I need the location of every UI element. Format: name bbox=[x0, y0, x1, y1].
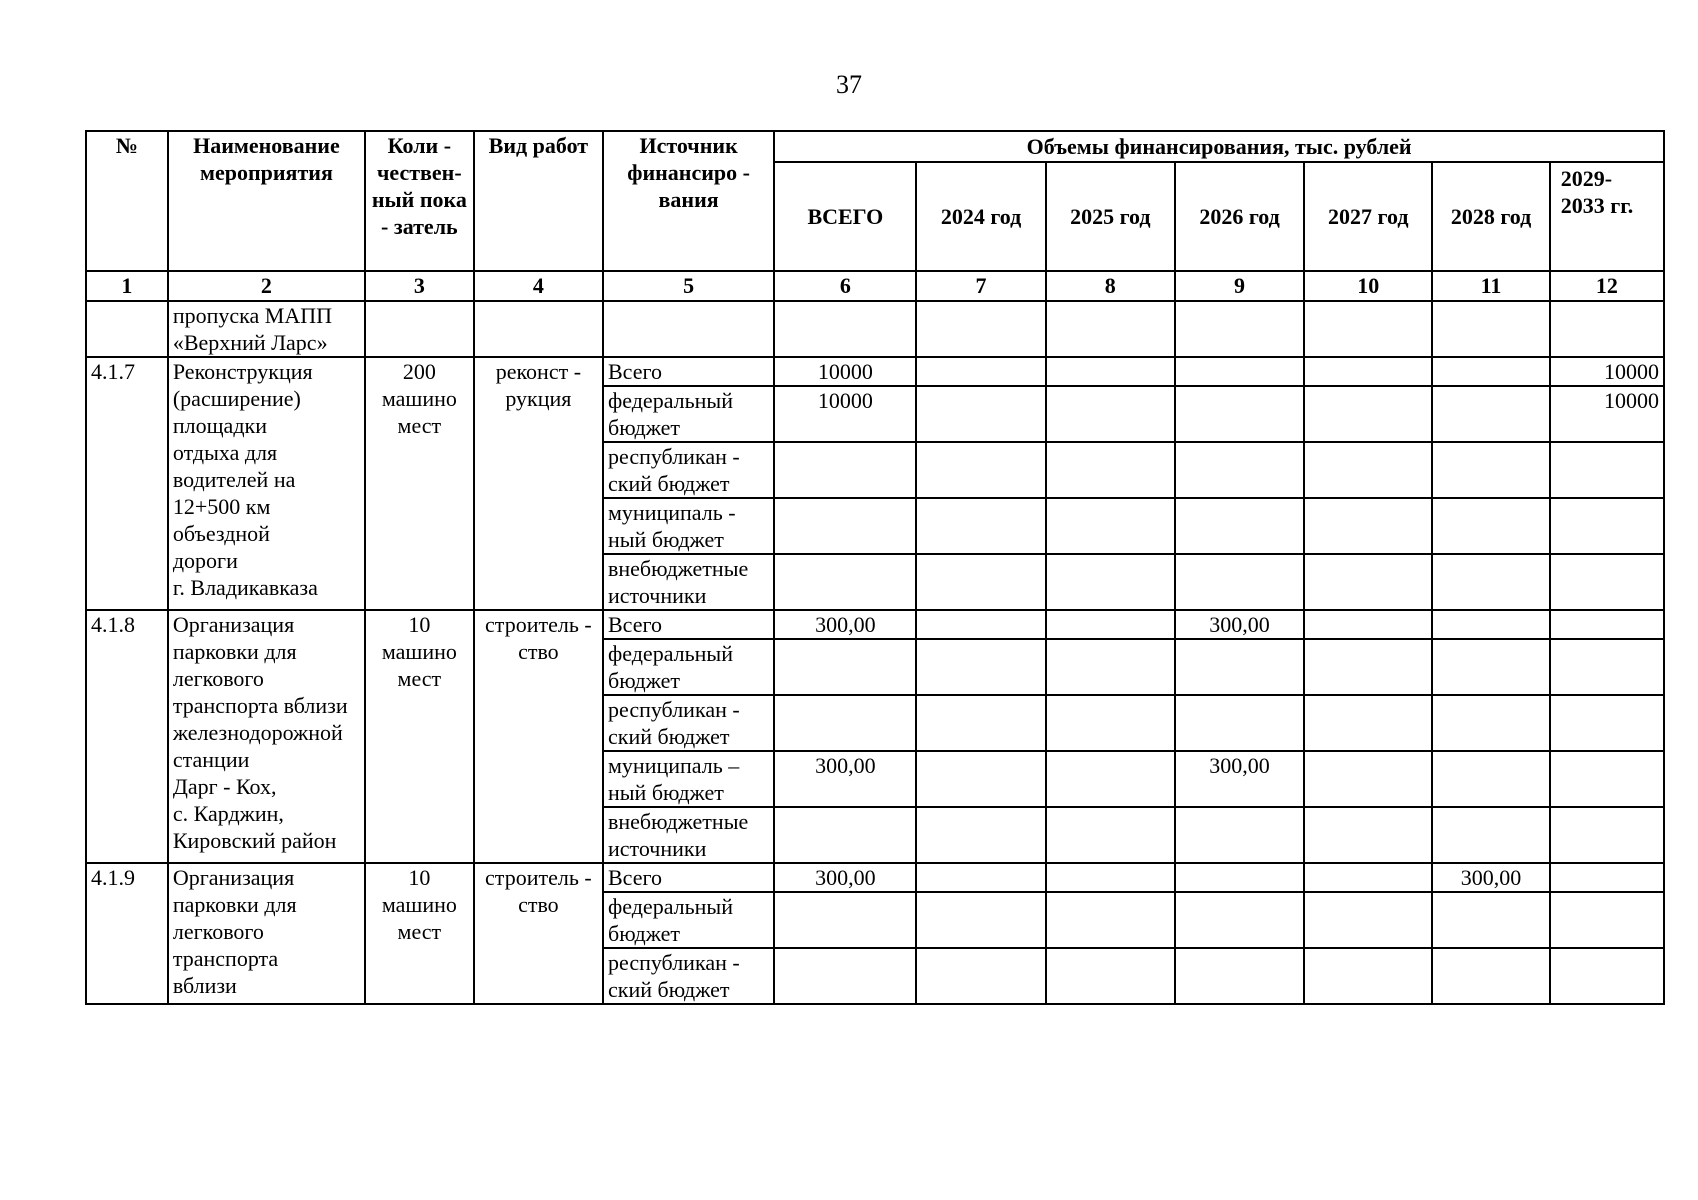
year-value bbox=[1432, 498, 1549, 554]
year-value bbox=[1046, 639, 1175, 695]
column-number: 4 bbox=[474, 271, 603, 301]
empty-cell bbox=[603, 301, 774, 357]
year-value bbox=[916, 498, 1045, 554]
column-number: 8 bbox=[1046, 271, 1175, 301]
empty-cell bbox=[1046, 301, 1175, 357]
item-work-type: строитель - ство bbox=[474, 863, 603, 1004]
year-value bbox=[1432, 442, 1549, 498]
year-value bbox=[1432, 751, 1549, 807]
header-quantity: Коли - чествен- ный пока - затель bbox=[365, 131, 474, 271]
funding-table bbox=[85, 130, 1665, 1005]
column-number: 9 bbox=[1175, 271, 1304, 301]
funding-source: республикан - ский бюджет bbox=[603, 442, 774, 498]
year-value bbox=[1046, 751, 1175, 807]
year-value bbox=[1304, 807, 1432, 863]
year-value bbox=[1304, 554, 1432, 610]
year-value bbox=[1175, 442, 1304, 498]
total-value bbox=[774, 892, 916, 948]
year-value: 300,00 bbox=[1432, 863, 1549, 892]
year-value bbox=[916, 751, 1045, 807]
item-number: 4.1.7 bbox=[86, 357, 168, 610]
year-value bbox=[1046, 386, 1175, 442]
total-value bbox=[774, 442, 916, 498]
year-value bbox=[1046, 610, 1175, 639]
year-value: 300,00 bbox=[1175, 751, 1304, 807]
year-value bbox=[1175, 695, 1304, 751]
year-value bbox=[916, 948, 1045, 1004]
header-year: 2024 год bbox=[916, 162, 1045, 271]
total-value bbox=[774, 639, 916, 695]
total-value bbox=[774, 554, 916, 610]
year-value bbox=[1304, 357, 1432, 386]
year-value bbox=[1432, 948, 1549, 1004]
year-value bbox=[1175, 863, 1304, 892]
year-value bbox=[1046, 357, 1175, 386]
header-year: 2026 год bbox=[1175, 162, 1304, 271]
funding-source: федеральный бюджет bbox=[603, 386, 774, 442]
empty-cell bbox=[1432, 301, 1549, 357]
empty-cell bbox=[365, 301, 474, 357]
column-number-row bbox=[86, 271, 1664, 301]
year-value bbox=[1046, 442, 1175, 498]
year-value bbox=[1046, 807, 1175, 863]
year-value bbox=[1175, 892, 1304, 948]
header-year: 2029- 2033 гг. bbox=[1550, 162, 1664, 271]
year-value bbox=[1304, 498, 1432, 554]
year-value bbox=[1432, 357, 1549, 386]
year-value bbox=[1175, 807, 1304, 863]
empty-cell bbox=[1304, 301, 1432, 357]
funding-source: внебюджетные источники bbox=[603, 807, 774, 863]
year-value bbox=[916, 892, 1045, 948]
total-value bbox=[774, 807, 916, 863]
funding-source: республикан - ский бюджет bbox=[603, 695, 774, 751]
column-number: 7 bbox=[916, 271, 1045, 301]
empty-cell bbox=[86, 301, 168, 357]
header-total: ВСЕГО bbox=[774, 162, 916, 271]
year-value bbox=[916, 610, 1045, 639]
empty-cell bbox=[474, 301, 603, 357]
year-value bbox=[1304, 386, 1432, 442]
column-number: 3 bbox=[365, 271, 474, 301]
funding-source: Всего bbox=[603, 357, 774, 386]
year-value bbox=[1304, 892, 1432, 948]
year-value bbox=[1432, 554, 1549, 610]
item-name: Организация парковки для легкового транспорта вблизи bbox=[168, 863, 365, 1004]
year-value bbox=[1304, 639, 1432, 695]
year-value bbox=[1175, 386, 1304, 442]
funding-source: республикан - ский бюджет bbox=[603, 948, 774, 1004]
year-value bbox=[1550, 695, 1664, 751]
year-value bbox=[916, 639, 1045, 695]
funding-row bbox=[86, 863, 1664, 892]
year-value bbox=[1175, 554, 1304, 610]
year-value bbox=[1304, 442, 1432, 498]
header-number: № bbox=[86, 131, 168, 271]
header-year: 2025 год bbox=[1046, 162, 1175, 271]
year-value: 10000 bbox=[1550, 386, 1664, 442]
year-value bbox=[1304, 610, 1432, 639]
year-value bbox=[1550, 442, 1664, 498]
year-value bbox=[916, 554, 1045, 610]
year-value bbox=[1046, 695, 1175, 751]
year-value: 300,00 bbox=[1175, 610, 1304, 639]
total-value: 10000 bbox=[774, 386, 916, 442]
year-value bbox=[916, 442, 1045, 498]
year-value: 10000 bbox=[1550, 357, 1664, 386]
funding-source: Всего bbox=[603, 610, 774, 639]
year-value bbox=[1432, 892, 1549, 948]
total-value bbox=[774, 498, 916, 554]
column-number: 1 bbox=[86, 271, 168, 301]
year-value bbox=[916, 863, 1045, 892]
page-number: 37 bbox=[836, 70, 862, 99]
year-value bbox=[1304, 751, 1432, 807]
empty-cell bbox=[774, 301, 916, 357]
item-name: Реконструкция (расширение) площадки отдыха для водителей на 12+500 км объездной дороги г. Владикавказа bbox=[168, 357, 365, 610]
year-value bbox=[1304, 695, 1432, 751]
year-value bbox=[1432, 807, 1549, 863]
column-number: 6 bbox=[774, 271, 916, 301]
empty-cell bbox=[916, 301, 1045, 357]
item-work-type: реконст - рукция bbox=[474, 357, 603, 610]
funding-source: внебюджетные источники bbox=[603, 554, 774, 610]
year-value bbox=[916, 386, 1045, 442]
item-number: 4.1.9 bbox=[86, 863, 168, 1004]
funding-source: Всего bbox=[603, 863, 774, 892]
year-value bbox=[1550, 807, 1664, 863]
header-source: Источник финансиро - вания bbox=[603, 131, 774, 271]
empty-cell bbox=[1550, 301, 1664, 357]
funding-source: федеральный бюджет bbox=[603, 639, 774, 695]
year-value bbox=[1046, 863, 1175, 892]
year-value bbox=[1550, 892, 1664, 948]
year-value bbox=[1432, 386, 1549, 442]
total-value bbox=[774, 948, 916, 1004]
item-number: 4.1.8 bbox=[86, 610, 168, 863]
item-quantity: 200 машино мест bbox=[365, 357, 474, 610]
year-value bbox=[916, 695, 1045, 751]
column-number: 5 bbox=[603, 271, 774, 301]
continuation-name: пропуска МАПП «Верхний Ларс» bbox=[168, 301, 365, 357]
year-value bbox=[1550, 948, 1664, 1004]
total-value bbox=[774, 695, 916, 751]
year-value bbox=[1046, 948, 1175, 1004]
year-value bbox=[1432, 695, 1549, 751]
funding-source: муниципаль – ный бюджет bbox=[603, 751, 774, 807]
year-value bbox=[1432, 610, 1549, 639]
year-value bbox=[1550, 554, 1664, 610]
year-value bbox=[1175, 498, 1304, 554]
year-value bbox=[916, 357, 1045, 386]
header-funding: Объемы финансирования, тыс. рублей bbox=[774, 131, 1664, 162]
year-value bbox=[1304, 948, 1432, 1004]
header-year: 2027 год bbox=[1304, 162, 1432, 271]
year-value bbox=[1550, 863, 1664, 892]
item-quantity: 10 машино мест bbox=[365, 863, 474, 1004]
column-number: 11 bbox=[1432, 271, 1549, 301]
year-value bbox=[1550, 751, 1664, 807]
header-name: Наименование мероприятия bbox=[168, 131, 365, 271]
column-number: 12 bbox=[1550, 271, 1664, 301]
year-value bbox=[1304, 863, 1432, 892]
year-value bbox=[1046, 498, 1175, 554]
item-work-type: строитель - ство bbox=[474, 610, 603, 863]
year-value bbox=[1046, 554, 1175, 610]
total-value: 10000 bbox=[774, 357, 916, 386]
header-work-type: Вид работ bbox=[474, 131, 603, 271]
year-value bbox=[1550, 498, 1664, 554]
year-value bbox=[1175, 357, 1304, 386]
funding-source: муниципаль - ный бюджет bbox=[603, 498, 774, 554]
item-name: Организация парковки для легкового транспорта вблизи железнодорожной станции Дарг - Кох, с. Карджин, Кировский район bbox=[168, 610, 365, 863]
year-value bbox=[1175, 948, 1304, 1004]
year-value bbox=[1046, 892, 1175, 948]
year-value bbox=[1550, 639, 1664, 695]
total-value: 300,00 bbox=[774, 610, 916, 639]
empty-cell bbox=[1175, 301, 1304, 357]
continuation-row bbox=[86, 301, 1664, 357]
funding-row bbox=[86, 610, 1664, 639]
column-number: 10 bbox=[1304, 271, 1432, 301]
total-value: 300,00 bbox=[774, 751, 916, 807]
year-value bbox=[916, 807, 1045, 863]
funding-row bbox=[86, 357, 1664, 386]
year-value bbox=[1550, 610, 1664, 639]
total-value: 300,00 bbox=[774, 863, 916, 892]
item-quantity: 10 машино мест bbox=[365, 610, 474, 863]
funding-source: федеральный бюджет bbox=[603, 892, 774, 948]
column-number: 2 bbox=[168, 271, 365, 301]
year-value bbox=[1432, 639, 1549, 695]
year-value bbox=[1175, 639, 1304, 695]
header-year: 2028 год bbox=[1432, 162, 1549, 271]
